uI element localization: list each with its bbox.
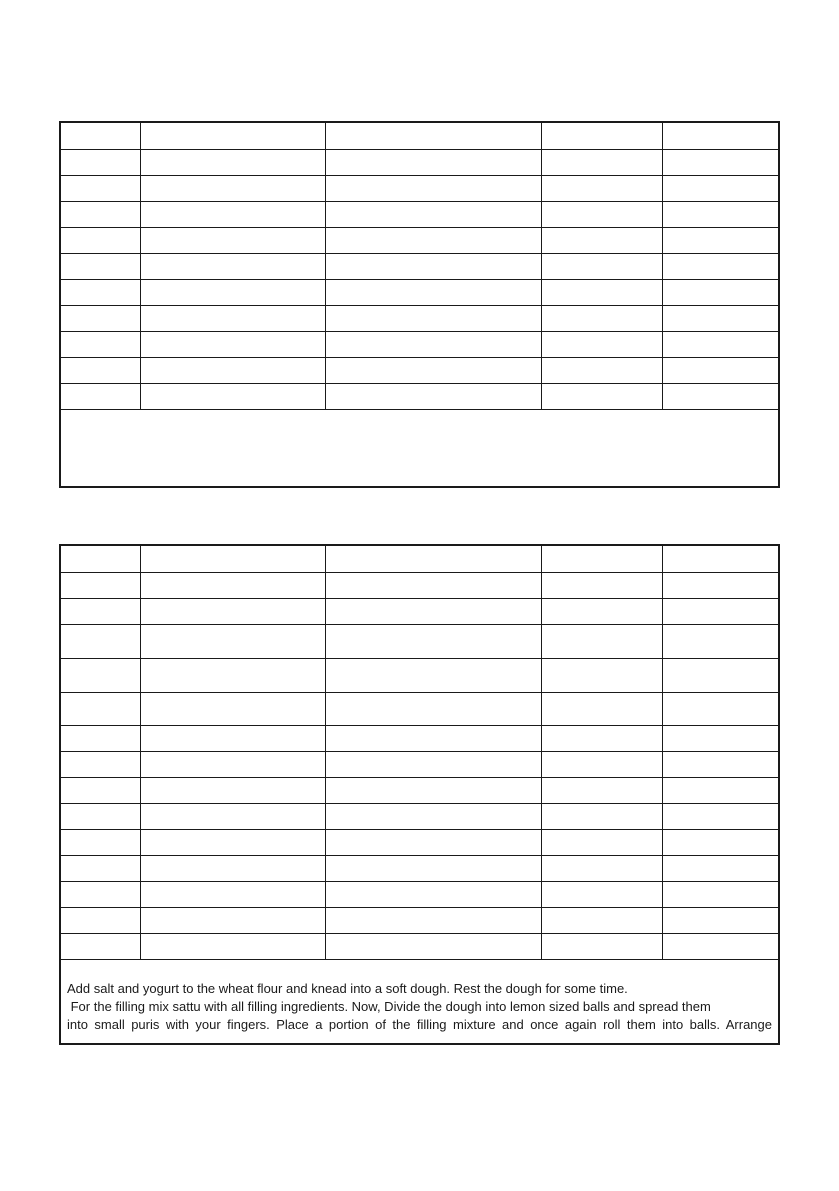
table-1-cell <box>140 123 325 149</box>
table-1-cell <box>662 383 778 409</box>
table-1-cell <box>325 227 541 253</box>
table-row <box>61 855 778 881</box>
table-2-cell <box>662 777 778 803</box>
table-2-cell <box>662 829 778 855</box>
table-2-cell <box>662 692 778 725</box>
table-1-cell <box>325 357 541 383</box>
table-row <box>61 149 778 175</box>
table-2-cell <box>140 829 325 855</box>
table-2-cell <box>325 803 541 829</box>
table-row <box>61 933 778 959</box>
ingredients-table-1 <box>59 121 780 488</box>
ingredients-table-2 <box>59 544 780 1045</box>
table-1-cell <box>541 175 662 201</box>
table-1-cell <box>325 279 541 305</box>
table-row <box>61 227 778 253</box>
table-1-cell <box>662 175 778 201</box>
table-2-cell <box>325 546 541 572</box>
table-row <box>61 881 778 907</box>
table-2-cell <box>541 546 662 572</box>
table-row <box>61 305 778 331</box>
table-2-cell <box>61 598 140 624</box>
table-2-cell <box>325 725 541 751</box>
table-1-cell <box>662 253 778 279</box>
table-row <box>61 175 778 201</box>
table-1-cell <box>662 279 778 305</box>
table-2-cell <box>61 692 140 725</box>
table-1-cell <box>541 383 662 409</box>
table-1-cell <box>140 201 325 227</box>
table-row <box>61 624 778 658</box>
table-2-grid <box>61 546 778 960</box>
table-1-cell <box>140 383 325 409</box>
table-2-cell <box>662 907 778 933</box>
table-2-cell <box>140 598 325 624</box>
table-2-cell <box>662 658 778 692</box>
table-1-cell <box>662 201 778 227</box>
table-1-cell <box>541 201 662 227</box>
table-2-cell <box>325 881 541 907</box>
table-row <box>61 383 778 409</box>
table-2-cell <box>325 692 541 725</box>
table-row <box>61 829 778 855</box>
table-2-cell <box>662 855 778 881</box>
table-2-cell <box>662 881 778 907</box>
table-2-cell <box>140 624 325 658</box>
table-2-cell <box>140 881 325 907</box>
table-1-grid <box>61 123 778 410</box>
method-line-3: into small puris with your fingers. Place a portion of the filling mixture and once again roll them into balls. Arrange <box>67 1016 772 1032</box>
table-2-cell <box>662 803 778 829</box>
table-2-cell <box>140 777 325 803</box>
table-2-cell <box>662 598 778 624</box>
table-2-cell <box>140 907 325 933</box>
table-1-cell <box>61 253 140 279</box>
method-notes <box>61 960 778 1043</box>
table-1-cell <box>662 227 778 253</box>
table-2-cell <box>140 692 325 725</box>
table-2-cell <box>325 855 541 881</box>
table-1-cell <box>541 149 662 175</box>
table-2-cell <box>541 572 662 598</box>
table-row <box>61 253 778 279</box>
table-1-cell <box>140 305 325 331</box>
table-2-cell <box>541 658 662 692</box>
table-1-cell <box>325 253 541 279</box>
table-2-cell <box>325 777 541 803</box>
table-2-cell <box>325 572 541 598</box>
table-2-cell <box>325 624 541 658</box>
table-1-cell <box>662 331 778 357</box>
table-1-cell <box>325 383 541 409</box>
table-2-cell <box>541 751 662 777</box>
table-2-cell <box>662 725 778 751</box>
table-2-cell <box>662 624 778 658</box>
table-row <box>61 279 778 305</box>
table-2-cell <box>541 803 662 829</box>
table-1-cell <box>541 227 662 253</box>
table-1-cell <box>541 305 662 331</box>
table-2-cell <box>662 546 778 572</box>
table-2-cell <box>662 572 778 598</box>
table-2-cell <box>140 725 325 751</box>
table-1-cell <box>61 383 140 409</box>
table-2-cell <box>140 751 325 777</box>
table-row <box>61 123 778 149</box>
method-line-2: For the filling mix sattu with all filling ingredients. Now, Divide the dough into lemon sized balls and spread them <box>67 998 711 1014</box>
table-2-cell <box>325 933 541 959</box>
table-row <box>61 692 778 725</box>
method-line-1: Add salt and yogurt to the wheat flour and knead into a soft dough. Rest the dough for some time. <box>67 980 628 996</box>
table-2-cell <box>61 907 140 933</box>
table-2-cell <box>325 829 541 855</box>
table-1-cell <box>61 279 140 305</box>
table-2-cell <box>61 881 140 907</box>
table-2-cell <box>541 598 662 624</box>
table-row <box>61 598 778 624</box>
table-1-cell <box>662 149 778 175</box>
table-2-cell <box>61 933 140 959</box>
table-2-cell <box>61 658 140 692</box>
table-row <box>61 572 778 598</box>
table-2-cell <box>61 777 140 803</box>
table-1-cell <box>325 331 541 357</box>
table-1-cell <box>61 201 140 227</box>
table-2-cell <box>541 933 662 959</box>
table-2-cell <box>140 933 325 959</box>
table-1-cell <box>662 123 778 149</box>
table-2-cell <box>61 572 140 598</box>
table-row <box>61 751 778 777</box>
table-1-cell <box>61 227 140 253</box>
table-1-cell <box>140 227 325 253</box>
table-2-cell <box>61 725 140 751</box>
table-1-cell <box>541 123 662 149</box>
table-2-cell <box>61 546 140 572</box>
table-1-cell <box>140 175 325 201</box>
table-1-cell <box>325 201 541 227</box>
table-2-cell <box>325 751 541 777</box>
table-2-cell <box>325 658 541 692</box>
table-1-cell <box>541 357 662 383</box>
table-1-cell <box>61 175 140 201</box>
table-2-cell <box>61 855 140 881</box>
table-2-cell <box>662 751 778 777</box>
table-2-cell <box>61 803 140 829</box>
table-1-cell <box>61 331 140 357</box>
table-1-cell <box>541 253 662 279</box>
table-2-cell <box>61 829 140 855</box>
table-2-cell <box>541 624 662 658</box>
table-2-cell <box>61 624 140 658</box>
table-1-cell <box>325 175 541 201</box>
table-row <box>61 803 778 829</box>
table-row <box>61 777 778 803</box>
table-row <box>61 331 778 357</box>
table-2-cell <box>140 855 325 881</box>
table-row <box>61 658 778 692</box>
table-2-cell <box>662 933 778 959</box>
table-1-cell <box>140 149 325 175</box>
table-2-cell <box>541 907 662 933</box>
table-1-cell <box>325 149 541 175</box>
table-row <box>61 725 778 751</box>
table-2-cell <box>541 725 662 751</box>
table-row <box>61 201 778 227</box>
table-2-cell <box>541 777 662 803</box>
table-1-cell <box>541 331 662 357</box>
table-1-cell <box>61 123 140 149</box>
table-2-cell <box>541 855 662 881</box>
table-2-cell <box>140 658 325 692</box>
table-2-cell <box>325 598 541 624</box>
table-2-cell <box>541 692 662 725</box>
table-row <box>61 546 778 572</box>
table-1-cell <box>325 123 541 149</box>
table-1-cell <box>61 357 140 383</box>
table-row <box>61 907 778 933</box>
table-2-cell <box>61 751 140 777</box>
table-2-cell <box>541 829 662 855</box>
table-1-cell <box>61 305 140 331</box>
table-2-cell <box>541 881 662 907</box>
table-2-cell <box>140 572 325 598</box>
table-2-cell <box>325 907 541 933</box>
table-1-cell <box>140 357 325 383</box>
table-1-cell <box>61 149 140 175</box>
table-1-cell <box>140 253 325 279</box>
table-row <box>61 357 778 383</box>
table-2-cell <box>140 803 325 829</box>
table-1-cell <box>140 279 325 305</box>
table-1-notes <box>61 410 778 486</box>
table-2-cell <box>140 546 325 572</box>
table-1-cell <box>541 279 662 305</box>
table-1-cell <box>662 357 778 383</box>
table-1-cell <box>140 331 325 357</box>
table-1-cell <box>325 305 541 331</box>
table-1-cell <box>662 305 778 331</box>
